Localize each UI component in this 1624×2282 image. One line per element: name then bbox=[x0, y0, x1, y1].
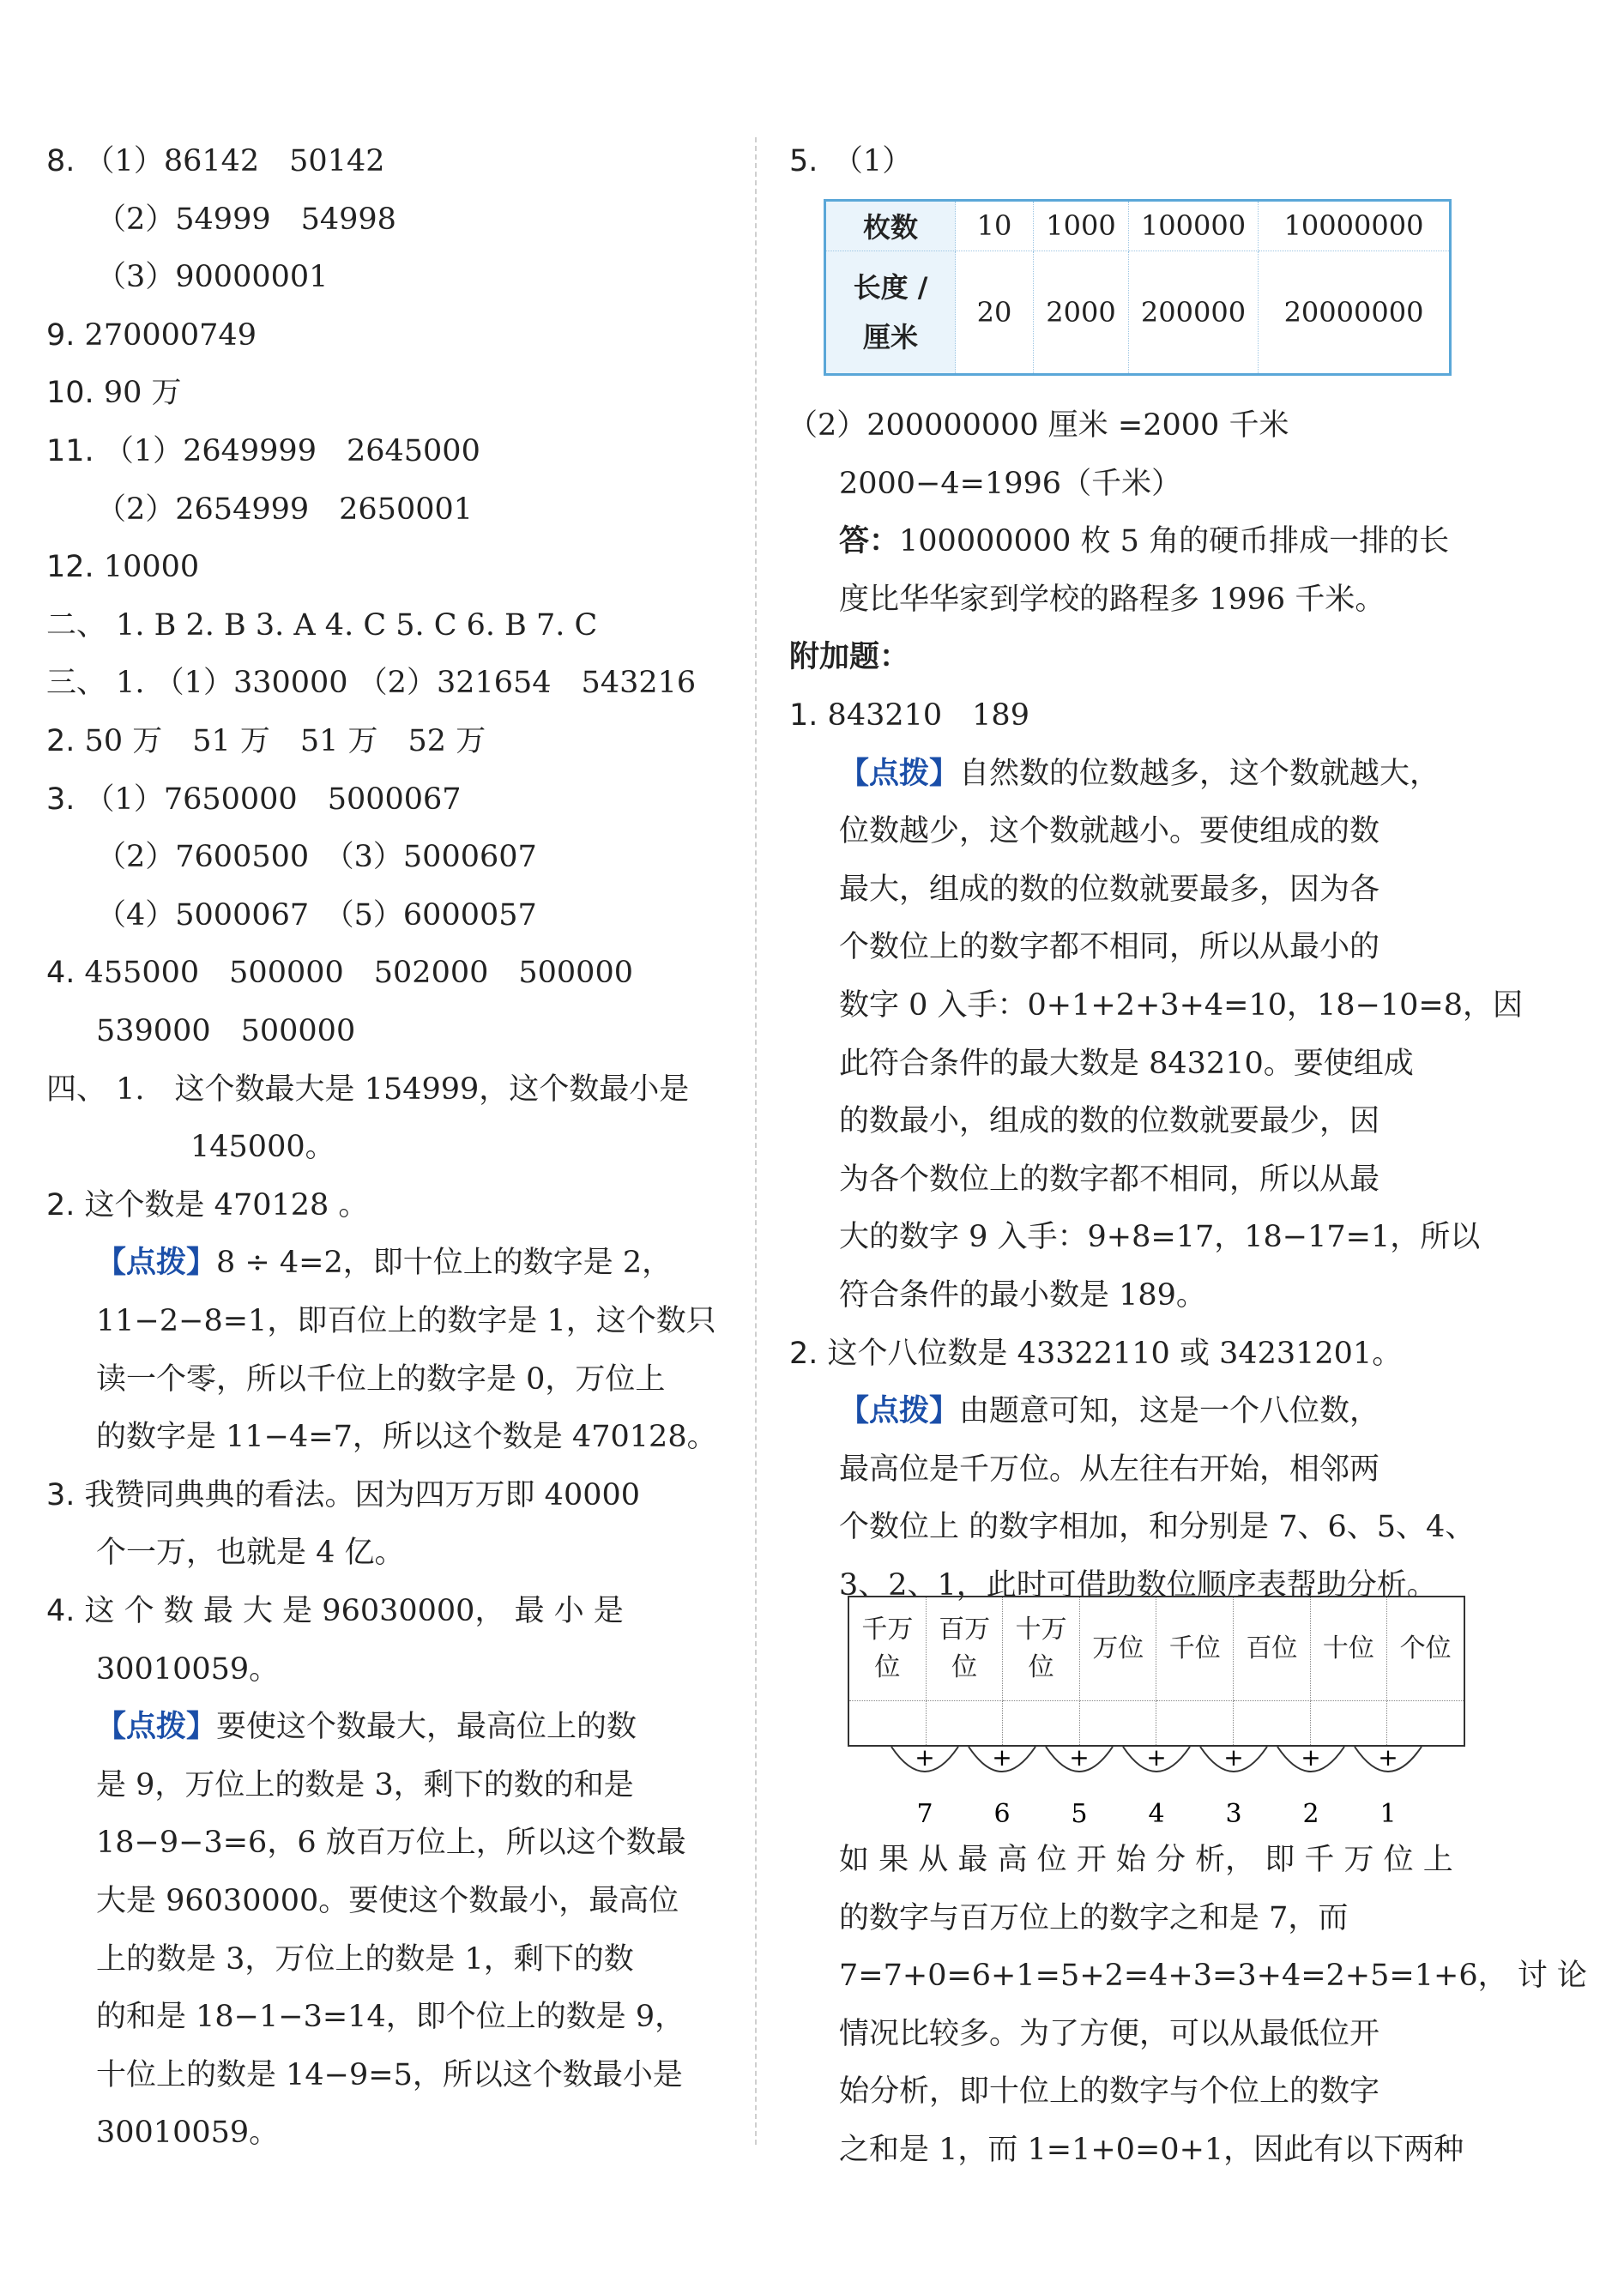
item-text: 30010059。 bbox=[96, 2116, 280, 2151]
right-line bbox=[839, 985, 1523, 1026]
plus-sign: + bbox=[1378, 1747, 1398, 1772]
left-line bbox=[96, 1416, 717, 1458]
right-line bbox=[789, 695, 1029, 736]
place-header-text: 千万 bbox=[861, 1615, 914, 1645]
coin-length-table bbox=[824, 199, 1452, 376]
item-number: 3. bbox=[46, 782, 75, 817]
left-line bbox=[96, 1765, 634, 1806]
item-text: 最高位是千万位。从左往右开始，相邻两 bbox=[839, 1452, 1380, 1487]
left-line bbox=[96, 2055, 683, 2096]
place-empty-cell bbox=[1079, 1701, 1156, 1746]
item-text: （2）54999 54998 bbox=[96, 202, 396, 237]
item-number: 1. bbox=[789, 698, 818, 733]
item-number: 8. bbox=[46, 144, 75, 178]
item-number: 2. bbox=[46, 724, 75, 758]
item-number: 4. bbox=[46, 1594, 75, 1628]
item-text: （3）90000001 bbox=[96, 260, 329, 295]
plus-sign: + bbox=[1146, 1747, 1167, 1772]
place-header-text: 十位 bbox=[1322, 1633, 1374, 1664]
left-line bbox=[96, 199, 396, 240]
place-empty-cell bbox=[1310, 1701, 1387, 1746]
item-text: （4）5000067 （5）6000057 bbox=[96, 897, 537, 933]
sum-value: 1 bbox=[1379, 1799, 1397, 1829]
table-cell: 20 bbox=[956, 251, 1034, 374]
right-line bbox=[839, 1391, 1379, 1432]
item-text: 自然数的位数越多，这个数就越大， bbox=[959, 756, 1440, 791]
item-text: 的数最小，组成的数的位数就要最少，因 bbox=[839, 1104, 1380, 1139]
q5-heading bbox=[789, 141, 912, 182]
item-text: 50 万 51 万 51 万 52 万 bbox=[84, 724, 486, 758]
left-line bbox=[96, 1649, 279, 1690]
place-header-cell bbox=[1310, 1597, 1387, 1701]
place-sum-arcs bbox=[848, 1747, 1465, 1829]
plus-sign: + bbox=[1069, 1747, 1090, 1772]
place-header-text: 位 bbox=[951, 1652, 978, 1683]
item-text: 8 ÷ 4=2，即十位上的数字是 2， bbox=[216, 1246, 673, 1281]
item-text: 个数位上的数字都不相同，所以从最小的 bbox=[839, 930, 1380, 965]
item-text: 符合条件的最小数是 189。 bbox=[839, 1278, 1206, 1313]
item-number: 9. bbox=[46, 317, 75, 353]
left-line bbox=[96, 1939, 634, 1980]
sum-value: 7 bbox=[916, 1799, 933, 1829]
item-text: 1. B 2. B 3. A 4. C 5. C 6. B 7. C bbox=[116, 607, 598, 643]
place-header-text: 百位 bbox=[1246, 1633, 1298, 1664]
place-header-cell bbox=[1003, 1597, 1080, 1701]
left-line bbox=[46, 605, 597, 646]
item-text: （2）2654999 2650001 bbox=[96, 492, 474, 527]
item-text: 这个数是 470128 。 bbox=[84, 1187, 369, 1222]
left-line bbox=[96, 1822, 686, 1863]
left-line bbox=[96, 1011, 355, 1052]
item-text: （1）7650000 5000067 bbox=[84, 782, 462, 817]
item-text: 11−2−8=1，即百位上的数字是 1，这个数只 bbox=[96, 1304, 716, 1338]
right-line bbox=[839, 1449, 1379, 1490]
left-line bbox=[46, 721, 486, 762]
place-header-text: 万位 bbox=[1092, 1633, 1144, 1664]
table-cell: 20000000 bbox=[1259, 251, 1451, 374]
table-row bbox=[848, 1597, 1464, 1701]
plus-sign: + bbox=[915, 1747, 935, 1772]
place-empty-cell bbox=[926, 1701, 1003, 1746]
item-number: 4. bbox=[46, 956, 75, 991]
table-cell: 1000 bbox=[1034, 201, 1129, 251]
sum-value: 6 bbox=[993, 1799, 1011, 1829]
table-row bbox=[825, 201, 1451, 251]
right-line bbox=[839, 753, 1440, 794]
place-empty-cell bbox=[848, 1701, 926, 1746]
left-line bbox=[46, 1591, 624, 1632]
table-cell: 2000 bbox=[1034, 251, 1129, 374]
item-text: 大的数字 9 入手：9+8=17，18−17=1，所以 bbox=[839, 1220, 1481, 1255]
item-text: 这 个 数 最 大 是 96030000， 最 小 是 bbox=[84, 1594, 624, 1628]
left-line bbox=[96, 489, 473, 530]
analysis-line: 情况比较多。为了方便，可以从最低位开 bbox=[839, 2016, 1380, 2051]
table-header-cell: 枚数 bbox=[825, 201, 956, 251]
right-line bbox=[839, 1043, 1414, 1084]
item-text: （2）7600500 （3）5000607 bbox=[96, 840, 537, 875]
right-line bbox=[839, 1159, 1379, 1200]
left-line bbox=[46, 952, 633, 993]
item-text: 我赞同典典的看法。因为四万万即 40000 bbox=[84, 1477, 641, 1512]
place-header-cell bbox=[848, 1597, 926, 1701]
analysis-line: 之和是 1，而 1=1+0=0+1，因此有以下两种 bbox=[839, 2133, 1464, 2167]
analysis-line: 7=7+0=6+1=5+2=4+3=3+4=2+5=1+6， 讨 论 bbox=[839, 1959, 1587, 1994]
item-text: 843210 189 bbox=[827, 698, 1029, 733]
right-line bbox=[839, 1101, 1379, 1142]
item-text: 539000 500000 bbox=[96, 1014, 356, 1048]
table-row bbox=[825, 251, 1451, 374]
hint-label: 【点拨】 bbox=[839, 756, 960, 791]
right-line bbox=[839, 869, 1379, 910]
header-line: 长度 / bbox=[853, 270, 928, 304]
left-line bbox=[46, 1069, 689, 1110]
plus-sign: + bbox=[1301, 1747, 1321, 1772]
left-line bbox=[96, 257, 328, 298]
left-line bbox=[96, 2112, 279, 2153]
left-line bbox=[46, 546, 199, 588]
item-text: 100000000 枚 5 角的硬币排成一排的长 bbox=[899, 524, 1450, 559]
place-header-text: 位 bbox=[1028, 1652, 1054, 1683]
section-heading: 附加题： bbox=[789, 639, 910, 675]
item-text: 10000 bbox=[103, 550, 200, 585]
left-line bbox=[46, 141, 385, 182]
item-text: 90 万 bbox=[103, 376, 182, 411]
column-divider bbox=[755, 137, 757, 2145]
header-line: 厘米 bbox=[862, 320, 918, 353]
item-text: 18−9−3=6，6 放百万位上，所以这个数最 bbox=[96, 1826, 686, 1861]
table-header-cell bbox=[825, 251, 956, 374]
item-text: （1）86142 50142 bbox=[84, 144, 385, 178]
right-line bbox=[839, 811, 1379, 852]
right-line bbox=[839, 1216, 1480, 1258]
item-number: 2. bbox=[46, 1187, 75, 1222]
right-line bbox=[839, 579, 1385, 620]
item-text: 十位上的数是 14−9=5，所以这个数最小是 bbox=[96, 2057, 683, 2092]
item-text: 上的数是 3，万位上的数是 1，剩下的数 bbox=[96, 1941, 634, 1977]
place-empty-cell bbox=[1003, 1701, 1080, 1746]
item-text: 最大，组成的数的位数就要最多，因为各 bbox=[839, 872, 1380, 907]
item-text: 此符合条件的最大数是 843210。要使组成 bbox=[839, 1046, 1414, 1081]
left-line bbox=[96, 1301, 716, 1342]
item-number: 3. bbox=[46, 1477, 75, 1512]
right-line bbox=[839, 521, 1449, 562]
sum-value: 3 bbox=[1225, 1799, 1242, 1829]
item-text: 个数位上 的数字相加，和分别是 7、6、5、4、 bbox=[839, 1510, 1476, 1545]
item-number: 二、 bbox=[46, 607, 107, 643]
right-line bbox=[788, 405, 1289, 446]
item-text: 1. （1）330000 （2）321654 543216 bbox=[116, 666, 697, 701]
left-line bbox=[96, 836, 537, 878]
place-header-text: 位 bbox=[874, 1652, 901, 1683]
table-cell: 200000 bbox=[1129, 251, 1259, 374]
item-text: 的和是 18−1−3=14，即个位上的数是 9， bbox=[96, 2000, 685, 2035]
item-text: 由题意可知，这是一个八位数， bbox=[959, 1394, 1380, 1429]
sum-value: 5 bbox=[1071, 1799, 1088, 1829]
item-text: 读一个零，所以千位上的数字是 0，万位上 bbox=[96, 1361, 666, 1397]
item-text: 这个八位数是 43322110 或 34231201。 bbox=[827, 1336, 1403, 1371]
hint-label: 【点拨】 bbox=[839, 1394, 960, 1429]
item-text: 要使这个数最大，最高位上的数 bbox=[216, 1710, 637, 1745]
place-header-cell bbox=[1156, 1597, 1234, 1701]
item-text: 数字 0 入手：0+1+2+3+4=10，18−10=8，因 bbox=[839, 988, 1524, 1023]
answer-label: 答： bbox=[839, 523, 900, 559]
left-line bbox=[96, 1996, 685, 2038]
left-line bbox=[96, 1706, 637, 1748]
place-header-text: 百万 bbox=[939, 1615, 991, 1645]
right-line bbox=[839, 463, 1181, 504]
table-cell: 100000 bbox=[1129, 201, 1259, 251]
place-value-table bbox=[848, 1596, 1465, 1747]
hint-label: 【点拨】 bbox=[96, 1710, 217, 1745]
item-text: （2）200000000 厘米 =2000 千米 bbox=[788, 408, 1289, 443]
sum-value: 4 bbox=[1148, 1799, 1165, 1829]
left-line bbox=[46, 1475, 640, 1516]
item-text: 大是 96030000。要使这个数最小，最高位 bbox=[96, 1884, 679, 1918]
left-line bbox=[96, 1359, 665, 1400]
item-number: 12. bbox=[46, 550, 94, 585]
table-row bbox=[848, 1701, 1464, 1746]
analysis-line: 的数字与百万位上的数字之和是 7，而 bbox=[839, 1900, 1349, 1935]
item-text: 2000−4=1996（千米） bbox=[839, 466, 1182, 501]
right-line bbox=[839, 1275, 1206, 1316]
place-header-cell bbox=[1387, 1597, 1464, 1701]
item-text: （1）2649999 2645000 bbox=[103, 434, 480, 468]
plus-sign: + bbox=[992, 1747, 1012, 1772]
left-line bbox=[190, 1126, 335, 1168]
left-line bbox=[96, 1532, 405, 1573]
left-line bbox=[46, 779, 462, 820]
item-text: 度比华华家到学校的路程多 1996 千米。 bbox=[839, 582, 1386, 617]
place-header-text: 十万 bbox=[1015, 1615, 1067, 1645]
item-number: 四、 bbox=[46, 1072, 107, 1107]
item-text: 的数字是 11−4=7，所以这个数是 470128。 bbox=[96, 1420, 717, 1455]
left-line bbox=[46, 662, 696, 703]
left-line bbox=[96, 895, 537, 936]
left-line bbox=[46, 1185, 368, 1226]
left-line bbox=[46, 431, 480, 472]
place-empty-cell bbox=[1156, 1701, 1234, 1746]
q5-part1: （1） bbox=[848, 144, 913, 178]
sum-value: 2 bbox=[1302, 1799, 1319, 1829]
place-header-cell bbox=[926, 1597, 1003, 1701]
plus-sign: + bbox=[1223, 1747, 1244, 1772]
analysis-line: 如 果 从 最 高 位 开 始 分 析， 即 千 万 位 上 bbox=[839, 1843, 1453, 1877]
item-number: 2. bbox=[789, 1336, 818, 1371]
item-text: 为各个数位上的数字都不相同，所以从最 bbox=[839, 1162, 1380, 1197]
right-line bbox=[839, 927, 1379, 968]
left-line bbox=[46, 372, 181, 414]
place-empty-cell bbox=[1387, 1701, 1464, 1746]
item-text: 455000 500000 502000 500000 bbox=[84, 956, 633, 991]
right-line bbox=[839, 1506, 1475, 1548]
table-cell: 10 bbox=[956, 201, 1034, 251]
item-text: 位数越少，这个数就越小。要使组成的数 bbox=[839, 814, 1380, 849]
item-text: 个一万，也就是 4 亿。 bbox=[96, 1536, 405, 1571]
q5-number: 5. bbox=[789, 144, 818, 178]
hint-label: 【点拨】 bbox=[96, 1246, 217, 1281]
left-line bbox=[46, 315, 257, 356]
item-number: 11. bbox=[46, 434, 94, 468]
place-header-cell bbox=[1234, 1597, 1311, 1701]
place-header-cell bbox=[1079, 1597, 1156, 1701]
item-text: 30010059。 bbox=[96, 1651, 280, 1687]
left-line bbox=[96, 1881, 679, 1922]
place-header-text: 个位 bbox=[1399, 1633, 1452, 1664]
analysis-line: 始分析，即十位上的数字与个位上的数字 bbox=[839, 2074, 1380, 2110]
item-text: 1. 这个数最大是 154999，这个数最小是 bbox=[116, 1072, 690, 1107]
place-header-text: 千位 bbox=[1168, 1633, 1221, 1664]
table-cell: 10000000 bbox=[1259, 201, 1451, 251]
item-text: 270000749 bbox=[84, 317, 257, 353]
right-line bbox=[789, 1333, 1402, 1374]
item-text: 是 9，万位上的数是 3，剩下的数的和是 bbox=[96, 1767, 634, 1802]
item-text: 145000。 bbox=[190, 1130, 335, 1165]
item-number: 三、 bbox=[46, 666, 107, 701]
item-text: 3、2、1，此时可借助数位顺序表帮助分析。 bbox=[839, 1568, 1437, 1603]
right-line bbox=[789, 637, 909, 678]
item-number: 10. bbox=[46, 376, 94, 411]
left-line bbox=[96, 1242, 672, 1283]
place-empty-cell bbox=[1234, 1701, 1311, 1746]
